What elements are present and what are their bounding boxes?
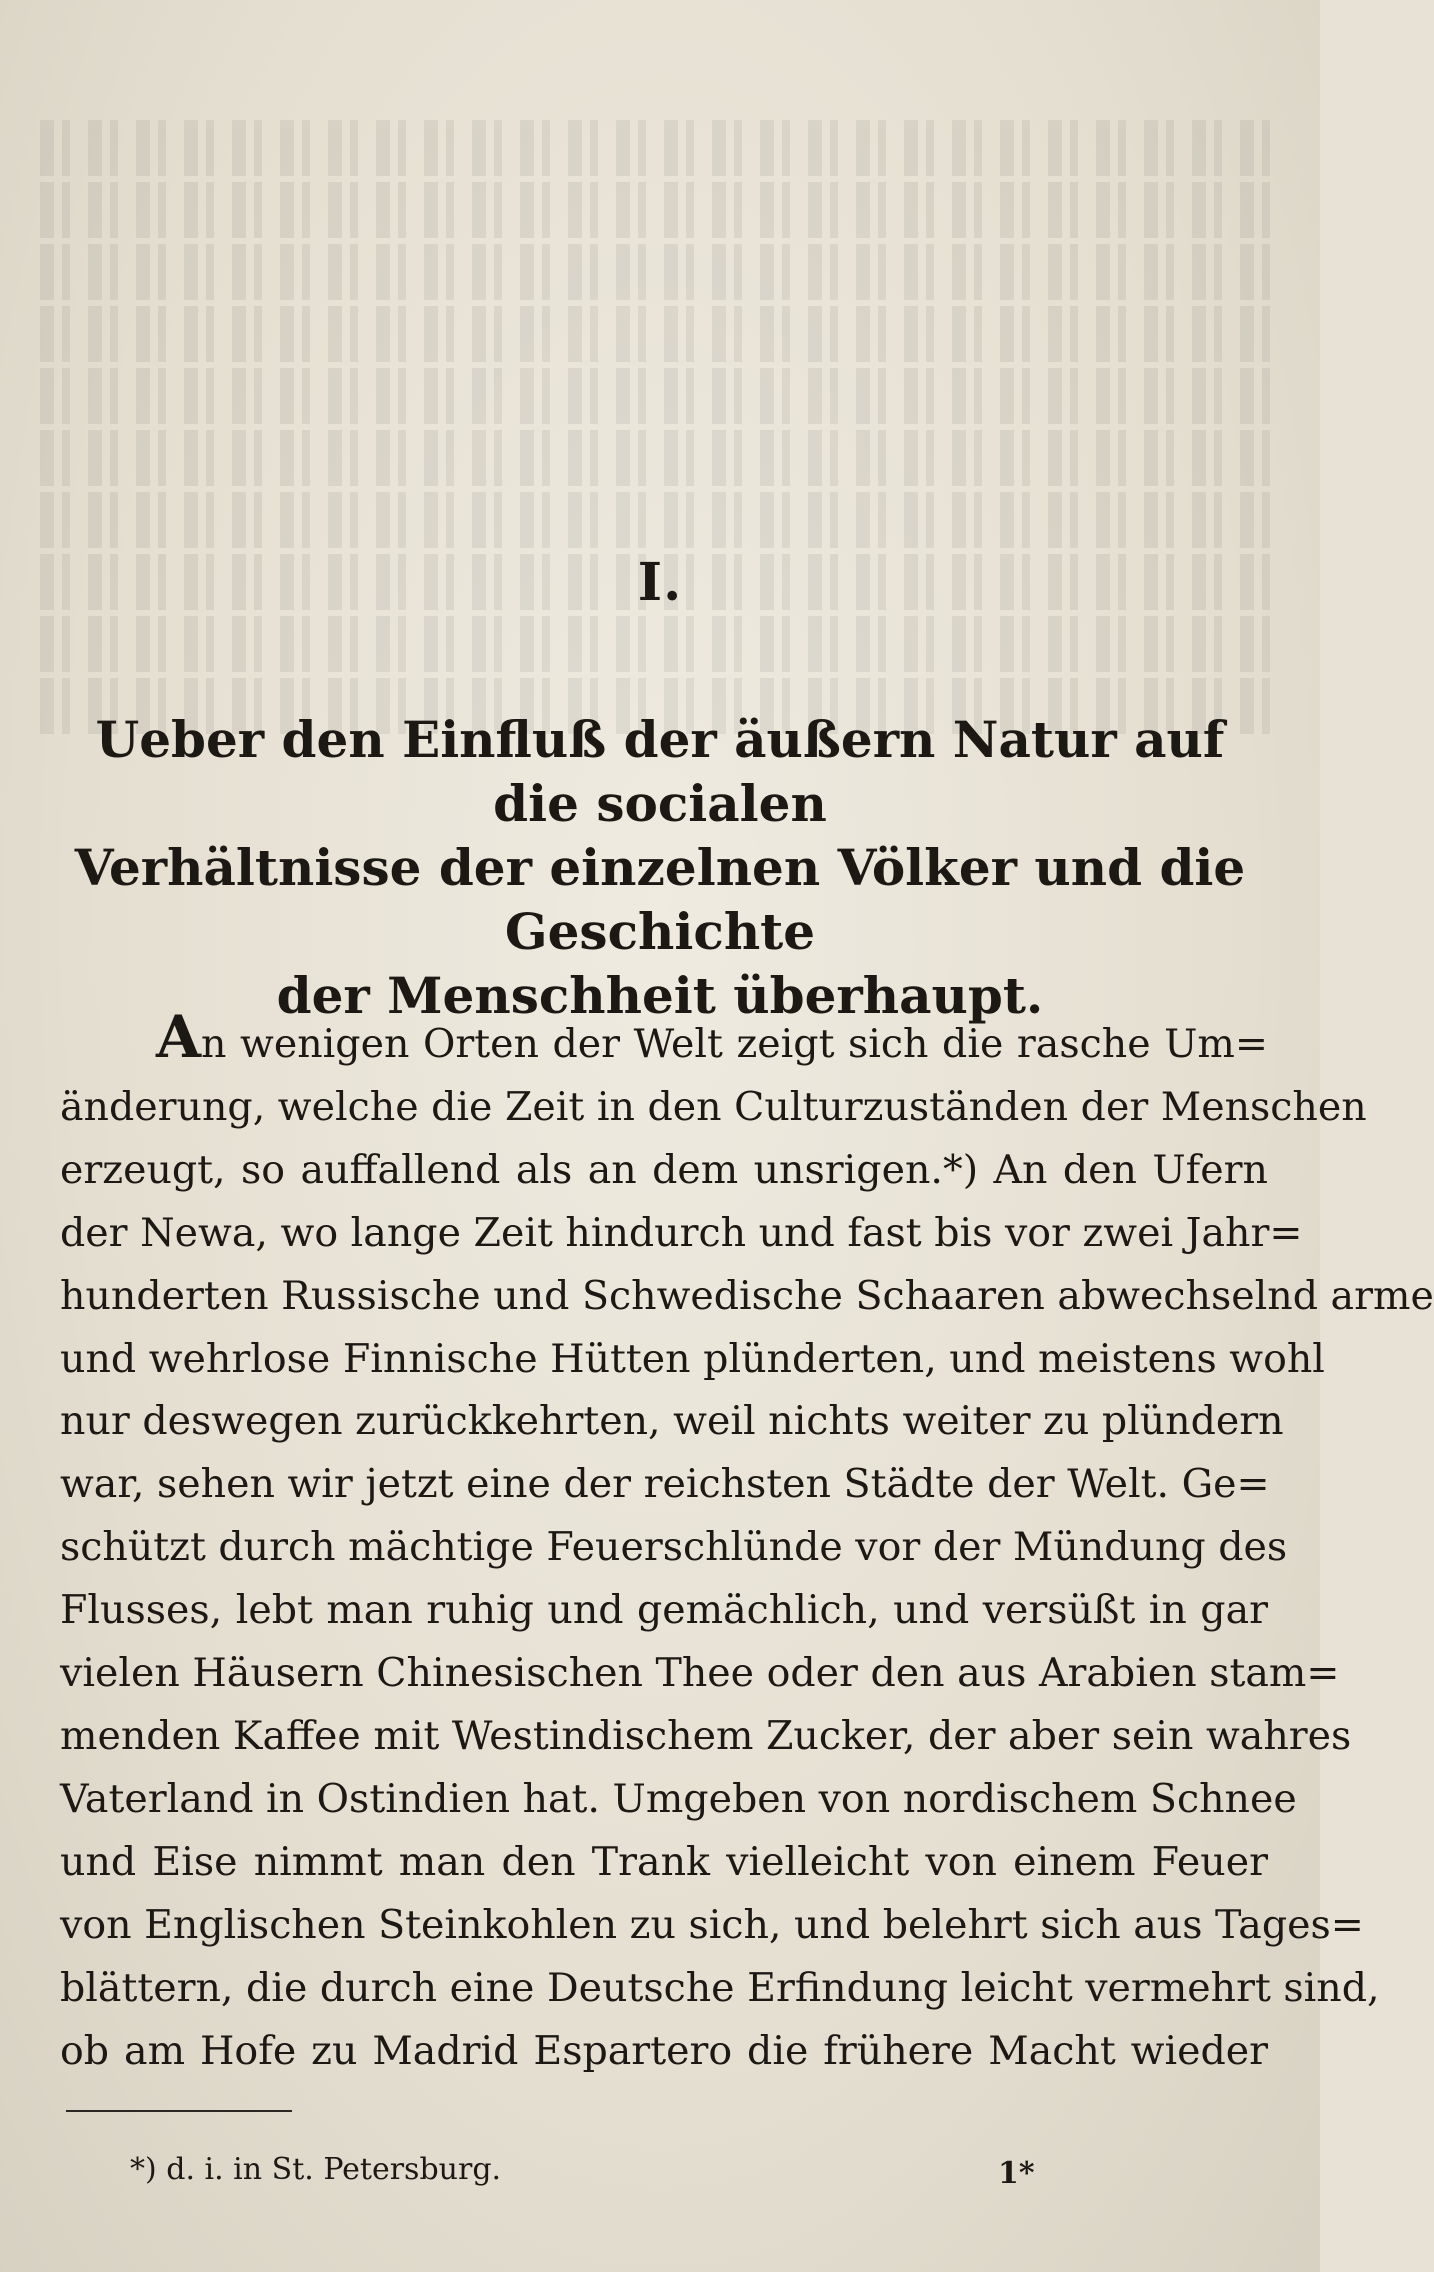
body-line: nur deswegen zurückkehrten, weil nichts weiter zu plündern (60, 1398, 1284, 1445)
bleed-through-shadow (40, 120, 1280, 740)
footnote-divider (66, 2110, 292, 2112)
body-line: schützt durch mächtige Feuerschlünde vor der Mündung des (60, 1524, 1288, 1571)
body-line (60, 1003, 1268, 1076)
body-line: hunderten Russische und Schwedische Schaaren abwechselnd arme (60, 1272, 1434, 1319)
body-line: blättern, die durch eine Deutsche Erfindung leicht vermehrt sind, (60, 1964, 1380, 2011)
drop-cap: A (156, 1003, 202, 1071)
body-line: erzeugt, so auffallend als an dem unsrigen.*) An den Ufern (60, 1146, 1268, 1193)
signature-mark: 1* (998, 2156, 1035, 2191)
body-line: vielen Häusern Chinesischen Thee oder den aus Arabien stam= (60, 1650, 1340, 1697)
body-line: Vaterland in Ostindien hat. Umgeben von nordischem Schnee (60, 1775, 1297, 1822)
body-line: von Englischen Steinkohlen zu sich, und belehrt sich aus Tages= (60, 1901, 1364, 1948)
body-line-text: n wenigen Orten der Welt zeigt sich die rasche Um= (201, 1021, 1268, 1067)
chapter-number: I. (637, 552, 683, 613)
chapter-title (60, 708, 1260, 1028)
body-line: ob am Hofe zu Madrid Espartero die frühere Macht wieder (60, 2027, 1268, 2074)
chapter-title-line: der Menschheit überhaupt. (276, 966, 1044, 1025)
body-line: menden Kaffee mit Westindischem Zucker, der aber sein wahres (60, 1712, 1352, 1759)
body-line: Flusses, lebt man ruhig und gemächlich, und versüßt in gar (60, 1587, 1268, 1634)
body-line: war, sehen wir jetzt eine der reichsten Städte der Welt. Ge= (60, 1461, 1270, 1508)
chapter-title-line: Ueber den Einfluß der äußern Natur auf die socialen (95, 710, 1225, 833)
body-line: der Newa, wo lange Zeit hindurch und fast bis vor zwei Jahr= (60, 1209, 1303, 1256)
body-paragraph (60, 1003, 1434, 2082)
body-line: und wehrlose Finnische Hütten plünderten, und meistens wohl (60, 1335, 1325, 1382)
body-line: und Eise nimmt man den Trank vielleicht von einem Feuer (60, 1838, 1268, 1885)
body-line: änderung, welche die Zeit in den Culturzuständen der Menschen (60, 1083, 1367, 1130)
chapter-title-line: Verhältnisse der einzelnen Völker und die Geschichte (74, 838, 1246, 961)
footnote: *) d. i. in St. Petersburg. (130, 2152, 502, 2187)
